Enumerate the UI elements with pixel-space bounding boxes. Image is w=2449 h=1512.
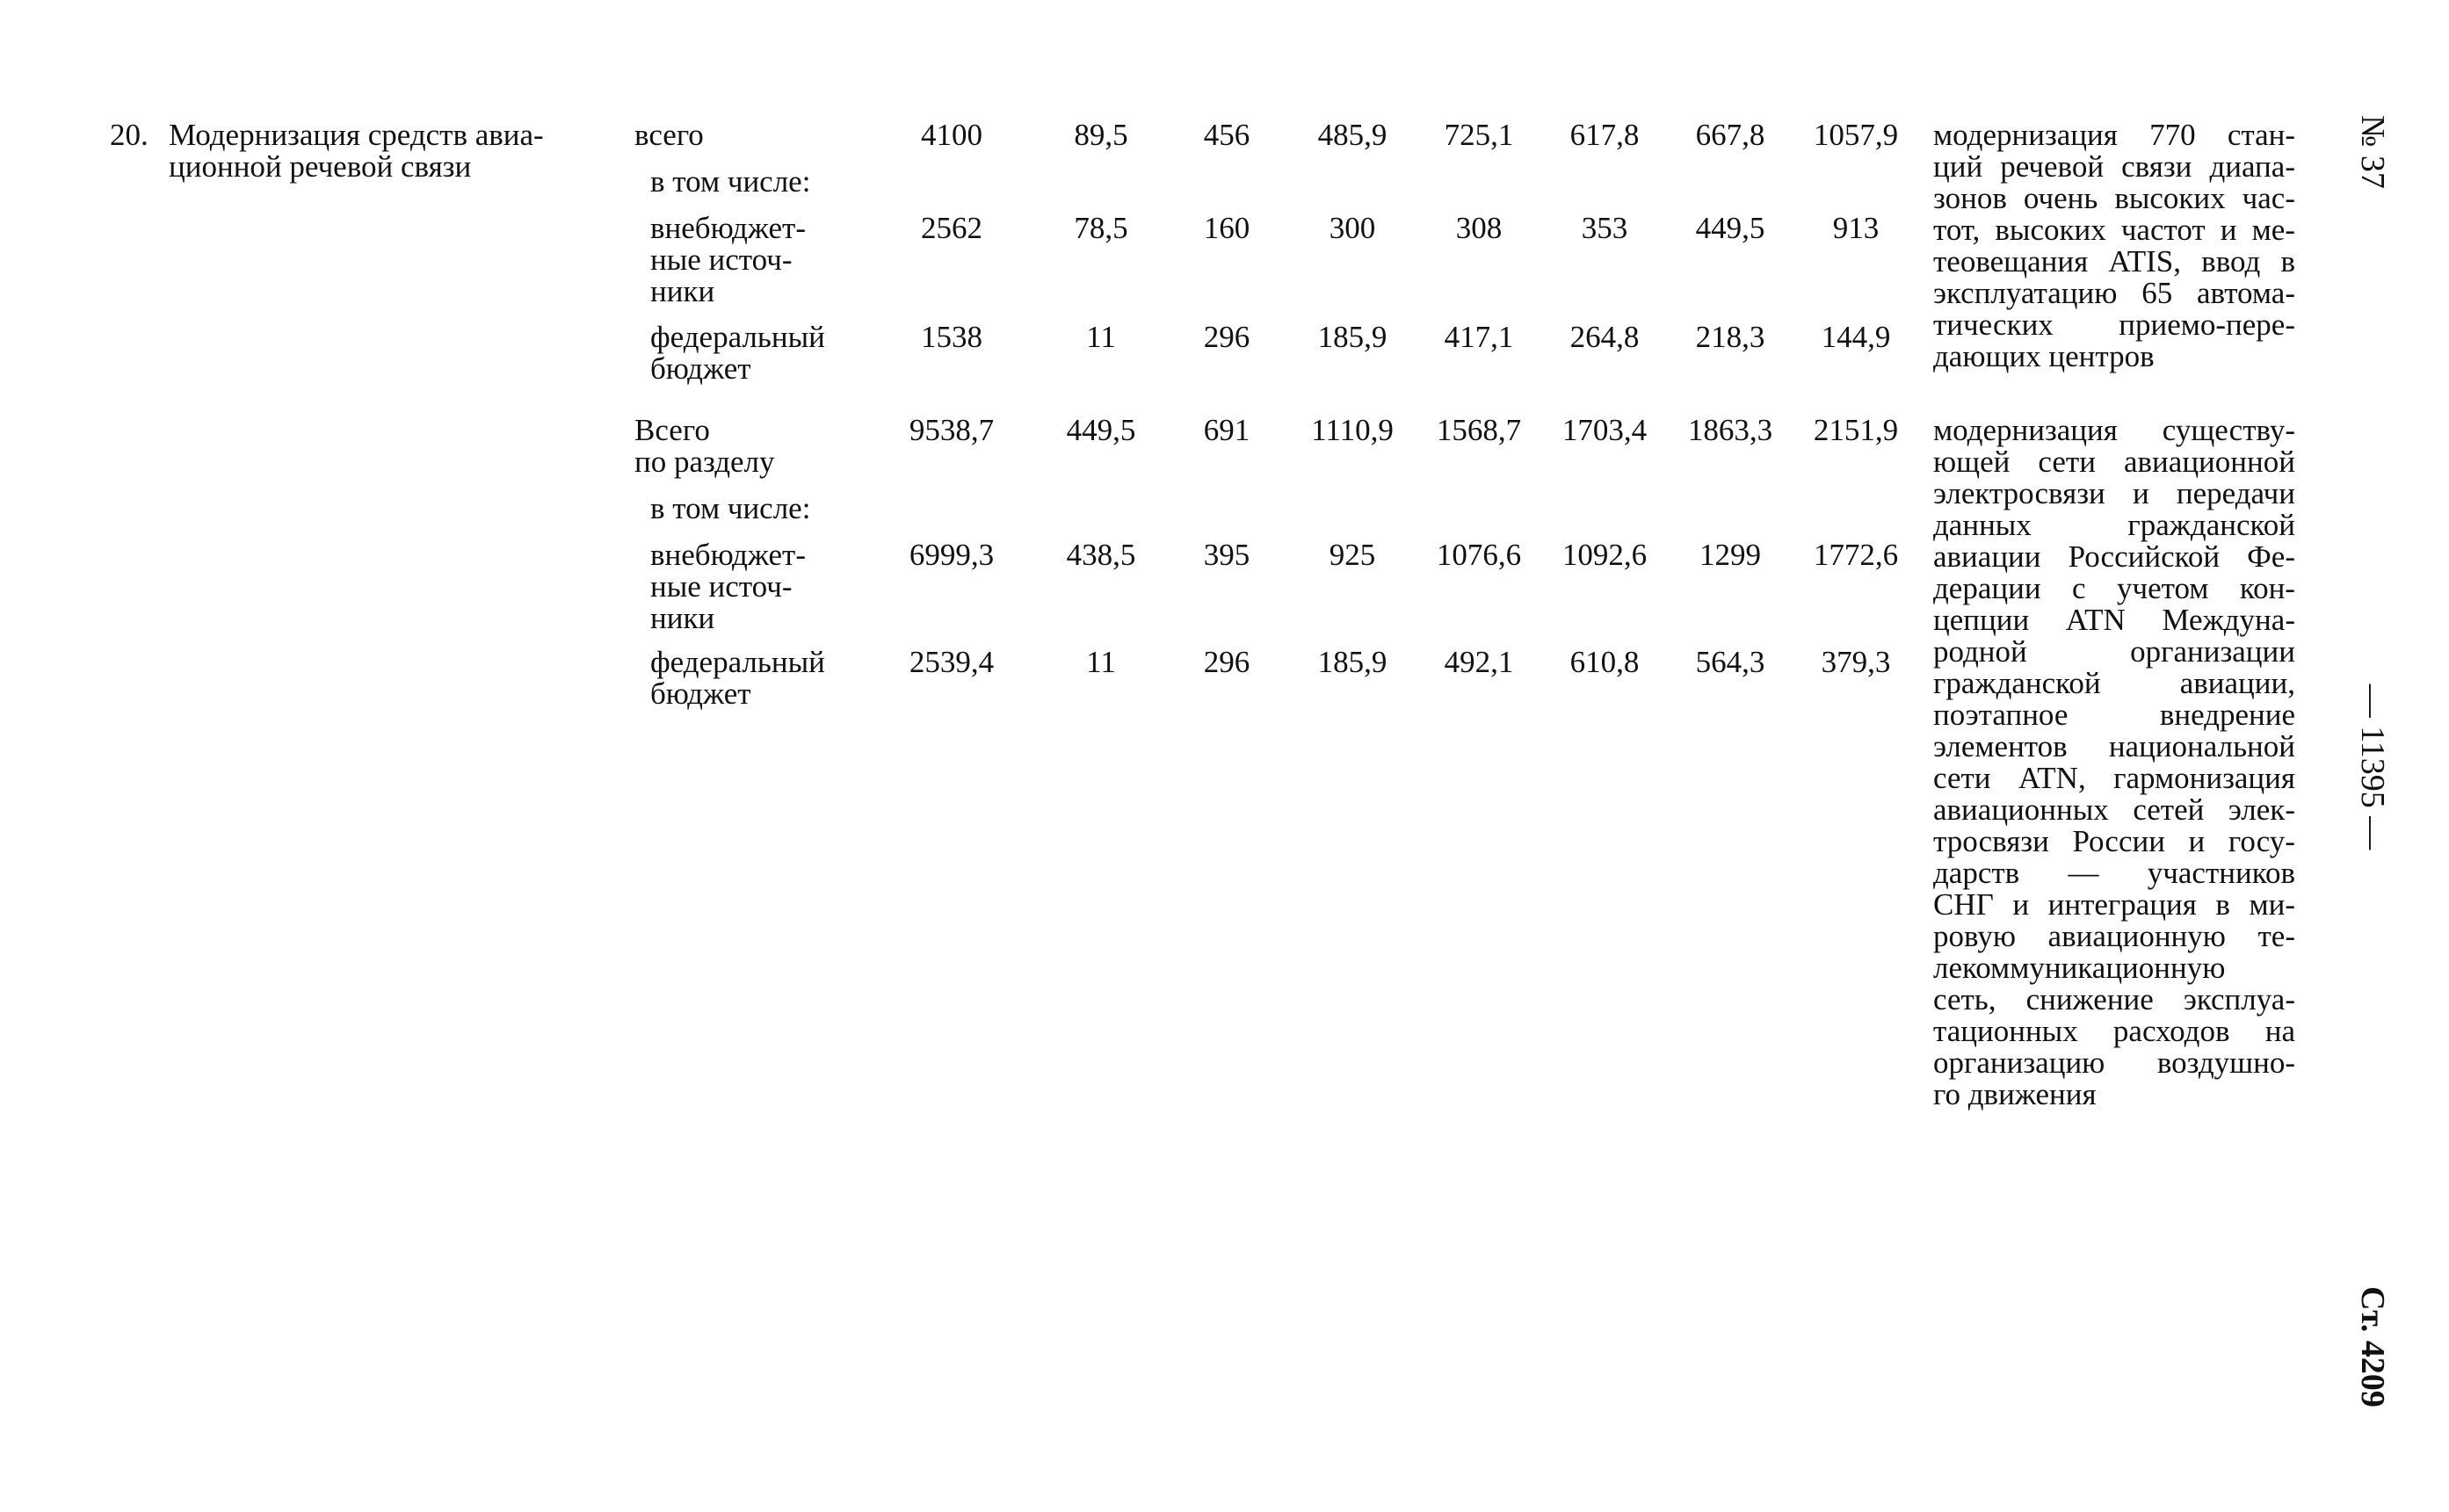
- description-line: авиации Российской Фе-: [1933, 539, 2295, 574]
- row-label-extra-budget: ники: [650, 274, 715, 308]
- row-label-extra-budget: ники: [650, 601, 715, 635]
- description-line: ровую авиационную те-: [1933, 919, 2295, 953]
- description-line: дерации с учетом кон-: [1933, 571, 2295, 605]
- table-cell: 1076,6: [1436, 538, 1522, 572]
- table-cell: 691: [1203, 413, 1250, 447]
- table-cell: 492,1: [1444, 645, 1514, 679]
- description-line: ций речевой связи диапа-: [1933, 149, 2295, 184]
- table-cell: 2562: [921, 211, 982, 245]
- row-label-federal: федеральный: [650, 320, 825, 354]
- description-line: тических приемо-пере-: [1933, 307, 2295, 342]
- description-line: сеть, снижение эксплуа-: [1933, 982, 2295, 1016]
- row-label-extra-budget: ные источ-: [650, 569, 793, 604]
- description-line: модернизация 770 стан-: [1933, 118, 2295, 152]
- column-number: Ст. 4209: [2354, 1286, 2391, 1407]
- item-title-line: Модернизация средств авиа-: [169, 118, 544, 152]
- row-label-extra-budget: внебюджет-: [650, 211, 806, 245]
- table-cell: 11: [1086, 645, 1116, 679]
- row-label-extra-budget: внебюджет-: [650, 538, 806, 572]
- table-cell: 925: [1329, 538, 1376, 572]
- description-line: дающих центров: [1933, 339, 2155, 373]
- table-cell: 610,8: [1569, 645, 1640, 679]
- description-line: тационных расходов на: [1933, 1014, 2295, 1048]
- row-label-including: в том числе:: [650, 491, 811, 525]
- page-number: — 11395 —: [2354, 684, 2391, 850]
- table-cell: 1538: [921, 320, 982, 354]
- table-cell: 4100: [921, 118, 982, 152]
- description-line: гражданской авиации,: [1933, 666, 2295, 700]
- table-cell: 617,8: [1569, 118, 1640, 152]
- table-cell: 417,1: [1444, 320, 1514, 354]
- table-cell: 449,5: [1066, 413, 1136, 447]
- table-cell: 264,8: [1569, 320, 1640, 354]
- table-cell: 913: [1832, 211, 1880, 245]
- table-cell: 449,5: [1695, 211, 1765, 245]
- table-cell: 1092,6: [1561, 538, 1648, 572]
- description-line: тросвязи России и госу-: [1933, 824, 2295, 858]
- table-cell: 1057,9: [1813, 118, 1899, 152]
- table-cell: 1299: [1699, 538, 1761, 572]
- table-cell: 1863,3: [1687, 413, 1773, 447]
- description-line: данных гражданской: [1933, 508, 2295, 542]
- table-cell: 144,9: [1821, 320, 1891, 354]
- row-label-extra-budget: ные источ-: [650, 242, 793, 277]
- table-cell: 667,8: [1695, 118, 1765, 152]
- description-line: дарств — участников: [1933, 856, 2295, 890]
- table-cell: 218,3: [1695, 320, 1765, 354]
- description-line: сети ATN, гармонизация: [1933, 761, 2295, 795]
- table-cell: 379,3: [1821, 645, 1891, 679]
- description-line: элементов национальной: [1933, 729, 2295, 763]
- table-cell: 438,5: [1066, 538, 1136, 572]
- table-cell: 6999,3: [909, 538, 995, 572]
- description-block: [1933, 415, 2295, 1110]
- table-cell: 78,5: [1074, 211, 1128, 245]
- table-cell: 1568,7: [1436, 413, 1522, 447]
- table-cell: 160: [1203, 211, 1250, 245]
- table-cell: 564,3: [1695, 645, 1765, 679]
- description-line: эксплуатацию 65 автома-: [1933, 276, 2295, 310]
- table-cell: 1772,6: [1813, 538, 1899, 572]
- row-label-federal: бюджет: [650, 676, 751, 711]
- description-line: авиационных сетей элек-: [1933, 792, 2295, 827]
- table-cell: 353: [1581, 211, 1628, 245]
- description-line: электросвязи и передачи: [1933, 476, 2295, 510]
- table-cell: 1703,4: [1561, 413, 1648, 447]
- item-number: 20.: [110, 118, 149, 152]
- description-block: [1933, 119, 2295, 373]
- description-line: СНГ и интеграция в ми-: [1933, 887, 2295, 922]
- table-cell: 11: [1086, 320, 1116, 354]
- table-cell: 725,1: [1444, 118, 1514, 152]
- table-cell: 395: [1203, 538, 1250, 572]
- description-line: цепции ATN Междуна-: [1933, 603, 2295, 637]
- description-line: теовещания ATIS, ввод в: [1933, 244, 2295, 279]
- description-line: зонов очень высоких час-: [1933, 181, 2295, 215]
- description-line: тот, высоких частот и ме-: [1933, 213, 2295, 247]
- description-line: поэтапное внедрение: [1933, 698, 2295, 732]
- table-cell: 1110,9: [1311, 413, 1394, 447]
- issue-number: № 37: [2354, 115, 2391, 189]
- table-cell: 185,9: [1317, 645, 1388, 679]
- description-line: лекоммуникационную: [1933, 951, 2226, 985]
- table-cell: 300: [1329, 211, 1376, 245]
- table-cell: 89,5: [1074, 118, 1128, 152]
- table-cell: 185,9: [1317, 320, 1388, 354]
- table-cell: 296: [1203, 320, 1250, 354]
- description-line: модернизация существу-: [1933, 413, 2295, 447]
- description-line: го движения: [1933, 1077, 2097, 1111]
- table-cell: 308: [1455, 211, 1503, 245]
- row-label-total: всего: [634, 118, 704, 152]
- table-cell: 296: [1203, 645, 1250, 679]
- table-cell: 2151,9: [1813, 413, 1899, 447]
- row-label-total: Всего: [634, 413, 710, 447]
- description-line: ющей сети авиационной: [1933, 445, 2295, 479]
- table-cell: 2539,4: [909, 645, 995, 679]
- table-cell: 9538,7: [909, 413, 995, 447]
- row-label-total: по разделу: [634, 445, 775, 479]
- row-label-federal: бюджет: [650, 351, 751, 386]
- table-cell: 485,9: [1317, 118, 1388, 152]
- table-cell: 456: [1203, 118, 1250, 152]
- item-title-line: ционной речевой связи: [169, 149, 472, 184]
- row-label-federal: федеральный: [650, 645, 825, 679]
- row-label-including: в том числе:: [650, 164, 811, 199]
- description-line: родной организации: [1933, 634, 2295, 669]
- description-line: организацию воздушно-: [1933, 1045, 2295, 1080]
